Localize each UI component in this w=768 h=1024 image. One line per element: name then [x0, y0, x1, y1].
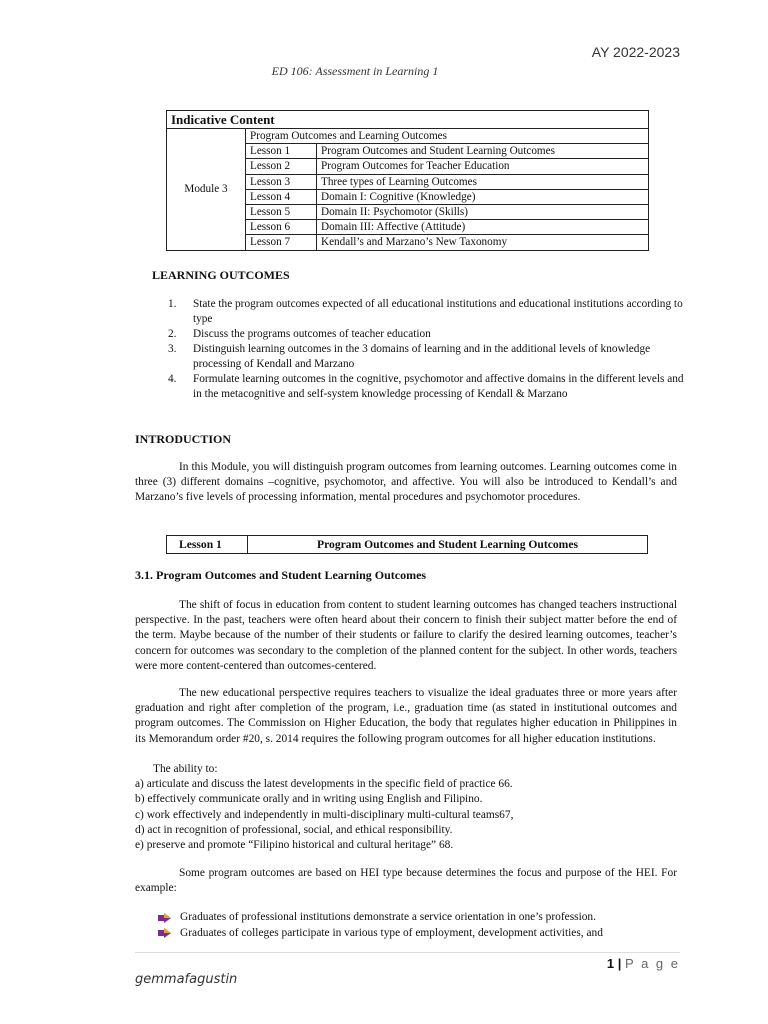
academic-year: AY 2022-2023: [591, 44, 680, 60]
list-item: [166, 342, 686, 372]
list-text: Discuss the programs outcomes of teacher education: [193, 328, 431, 340]
list-number: 4.: [168, 373, 177, 385]
section-heading: 3.1. Program Outcomes and Student Learning Outcomes: [135, 568, 427, 582]
list-text: State the program outcomes expected of all educational institutions and educational institutions according to type: [193, 298, 683, 325]
abilities-list: [135, 762, 695, 853]
list-text: Graduates of colleges participate in various type of employment, development activities, and: [180, 926, 603, 939]
page-label: P a g e: [625, 956, 680, 971]
paragraph-text: Some program outcomes are based on HEI type because determines the focus and purpose of the HEI. For example:: [135, 867, 677, 895]
list-text: Distinguish learning outcomes in the 3 domains of learning and in the additional levels of knowledge processing of Kendall and Marzano: [193, 343, 651, 370]
ability-item: a) articulate and discuss the latest developments in the specific field of practice 66.: [135, 778, 513, 791]
list-text: Graduates of professional institutions demonstrate a service orientation in one’s profession.: [180, 911, 596, 923]
lesson-cell: Lesson 7: [246, 235, 317, 250]
list-item: [158, 926, 678, 942]
lesson-header-box: [166, 535, 648, 554]
topic-cell: Domain II: Psychomotor (Skills): [317, 204, 649, 219]
ability-item: b) effectively communicate orally and in writing using English and Filipino.: [135, 793, 483, 806]
indicative-content-table: [166, 110, 649, 251]
topic-cell: Three types of Learning Outcomes: [317, 174, 649, 189]
topic-cell: Program Outcomes for Teacher Education: [317, 159, 649, 174]
lesson-cell: Lesson 4: [246, 189, 317, 204]
list-item: [166, 327, 686, 342]
list-item: [166, 372, 686, 402]
lesson-cell: Lesson 2: [246, 159, 317, 174]
page-number-value: 1: [606, 956, 615, 971]
introduction-paragraph: [135, 460, 677, 506]
list-item: [158, 910, 678, 926]
topic-cell: Kendall’s and Marzano’s New Taxonomy: [317, 235, 649, 250]
table-title: Indicative Content: [167, 111, 649, 129]
list-text: Formulate learning outcomes in the cognitive, psychomotor and affective domains in the different levels and in the metacognitive and self-system knowledge processing of Kendall & Marzano: [193, 373, 684, 400]
module-title: Program Outcomes and Learning Outcomes: [246, 129, 649, 144]
lesson-title: Program Outcomes and Student Learning Outcomes: [317, 538, 578, 551]
learning-outcomes-heading: LEARNING OUTCOMES: [152, 268, 290, 282]
introduction-text: In this Module, you will distinguish program outcomes from learning outcomes. Learning outcomes come in three (3) different domains –cognitive, psychomotor, and affective. You will also be introduced to Kendall’s and Marzano’s five levels of processing information, mental procedures and psychomotor procedures.: [135, 461, 677, 504]
arrow-bullet-icon: [158, 913, 180, 923]
ability-item: d) act in recognition of professional, social, and ethical responsibility.: [135, 823, 453, 836]
learning-outcomes-list: [166, 297, 686, 402]
introduction-heading: INTRODUCTION: [135, 432, 232, 446]
paragraph-text: The shift of focus in education from content to student learning outcomes has changed teachers instructional perspective. In the past, teachers were often heard about their concern to finish their subject matter before the end of the term. Maybe because of the number of their students or failure to clarify the desired learning outcomes, teacher’s concern for outcomes was secondary to the completion of the planned content for the subject. In other words, teachers were more content-centered than outcomes-centered.: [135, 599, 677, 672]
hei-bullet-list: [158, 910, 678, 941]
list-number: 3.: [168, 343, 177, 355]
page-number: [607, 956, 680, 971]
module-cell: Module 3: [167, 129, 246, 251]
list-item: [166, 297, 686, 327]
abilities-intro: The ability to:: [153, 763, 218, 775]
ability-item: c) work effectively and independently in multi-disciplinary multi-cultural teams67,: [135, 808, 514, 821]
list-number: 2.: [168, 328, 177, 340]
lesson-cell: Lesson 1: [246, 144, 317, 159]
paragraph-1: [135, 598, 677, 674]
lesson-cell: Lesson 6: [246, 220, 317, 235]
lesson-cell: Lesson 5: [246, 204, 317, 219]
page-separator: |: [617, 956, 622, 971]
arrow-bullet-icon: [158, 928, 180, 938]
paragraph-3: [135, 866, 677, 896]
course-title: ED 106: Assessment in Learning 1: [271, 64, 439, 78]
footer-divider: [135, 952, 680, 953]
topic-cell: Domain I: Cognitive (Knowledge): [317, 189, 649, 204]
author-signature: gemmafagustin: [135, 972, 238, 987]
paragraph-2: [135, 686, 677, 747]
lesson-label: Lesson 1: [167, 536, 248, 553]
topic-cell: Domain III: Affective (Attitude): [317, 220, 649, 235]
topic-cell: Program Outcomes and Student Learning Outcomes: [317, 144, 649, 159]
lesson-cell: Lesson 3: [246, 174, 317, 189]
ability-item: e) preserve and promote “Filipino historical and cultural heritage” 68.: [135, 839, 454, 852]
paragraph-text: The new educational perspective requires teachers to visualize the ideal graduates three or more years after graduation and right after completion of the program, i.e., graduation time (as stated in institutional outcomes and program outcomes. The Commission on Higher Education, the body that regulates higher education in Philippines in its Memorandum order #20, s. 2014 requires the following program outcomes for all higher education institutions.: [135, 687, 677, 745]
list-number: 1.: [168, 298, 177, 310]
